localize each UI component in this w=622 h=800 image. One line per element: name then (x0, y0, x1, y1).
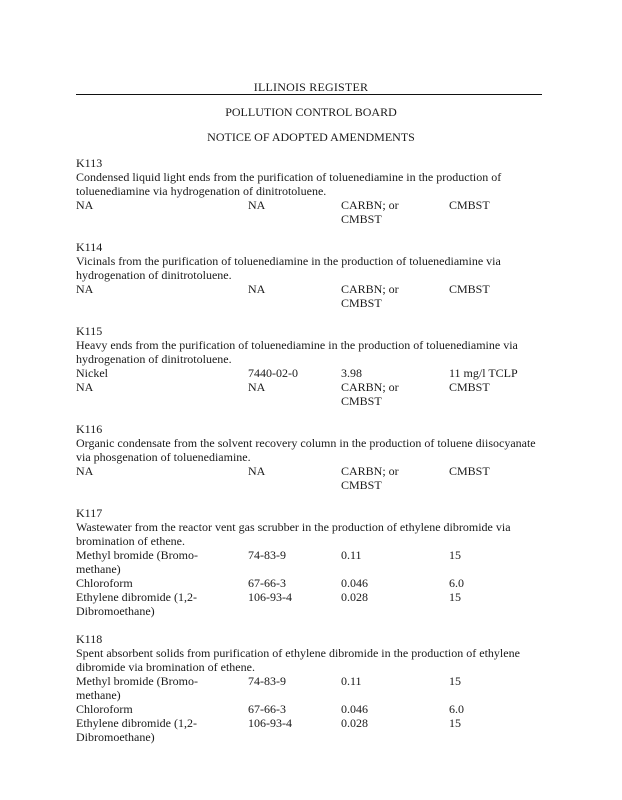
waste-code: K114 (76, 240, 103, 254)
cas-number-cell: 67-66-3 (248, 702, 286, 716)
constituent-cell (76, 478, 248, 492)
nonwastewater-standard-cell (449, 478, 546, 492)
standard-row-line (76, 688, 546, 702)
wastewater-standard-cell (341, 730, 449, 744)
nonwastewater-standard-cell (449, 688, 546, 702)
wastewater-standard-cell (341, 688, 449, 702)
board-name: POLLUTION CONTROL BOARD (225, 105, 397, 119)
waste-code: K117 (76, 506, 103, 520)
waste-code-list (76, 156, 546, 758)
cas-number-cell (248, 604, 341, 618)
waste-code: K118 (76, 632, 103, 646)
constituent-cell: Methyl bromide (Bromo- (76, 548, 198, 562)
constituent-cell: Chloroform (76, 702, 133, 716)
nonwastewater-standard-cell (449, 730, 546, 744)
wastewater-standard-cell: 0.046 (341, 702, 368, 716)
wastewater-standard-cell: CMBST (341, 212, 382, 226)
standard-row (76, 674, 546, 702)
waste-entry (76, 506, 546, 618)
cas-number-cell: 106-93-4 (248, 716, 292, 730)
notice-title: NOTICE OF ADOPTED AMENDMENTS (207, 130, 415, 144)
standard-row-line (76, 604, 546, 618)
standard-row-line (76, 716, 546, 730)
wastewater-standard-cell: 0.046 (341, 576, 368, 590)
constituent-cell: NA (76, 380, 94, 394)
wastewater-standard-cell (341, 604, 449, 618)
nonwastewater-standard-cell: CMBST (449, 282, 490, 296)
standard-row-line (76, 464, 546, 478)
waste-description: Organic condensate from the solvent recovery column in the production of toluene diisocyanate via phosgenation of toluenediamine. (76, 436, 536, 464)
wastewater-standard-cell: CMBST (341, 296, 382, 310)
standard-row-line (76, 562, 546, 576)
waste-code: K113 (76, 156, 103, 170)
nonwastewater-standard-cell: CMBST (449, 464, 490, 478)
constituent-cell: Methyl bromide (Bromo- (76, 674, 198, 688)
nonwastewater-standard-cell (449, 562, 546, 576)
standard-row (76, 716, 546, 744)
register-title: ILLINOIS REGISTER (253, 80, 369, 94)
wastewater-standard-cell: CMBST (341, 394, 382, 408)
nonwastewater-standard-cell: 15 (449, 548, 461, 562)
nonwastewater-standard-cell: 11 mg/l TCLP (449, 366, 518, 380)
nonwastewater-standard-cell (449, 212, 546, 226)
cas-number-cell: NA (248, 282, 266, 296)
constituent-cell (76, 394, 248, 408)
standard-row-line (76, 576, 546, 590)
standard-row-line (76, 212, 546, 226)
cas-number-cell (248, 478, 341, 492)
cas-number-cell (248, 394, 341, 408)
standard-row-line (76, 366, 546, 380)
cas-number-cell: 74-83-9 (248, 674, 286, 688)
constituent-cell (76, 296, 248, 310)
standard-row-line (76, 380, 546, 394)
header-rule (76, 94, 542, 95)
cas-number-cell: 7440-02-0 (248, 366, 298, 380)
constituent-cell (76, 212, 248, 226)
wastewater-standard-cell: CARBN; or (341, 282, 399, 296)
waste-entry (76, 156, 546, 226)
wastewater-standard-cell: CARBN; or (341, 464, 399, 478)
cas-number-cell (248, 688, 341, 702)
wastewater-standard-cell: 3.98 (341, 366, 362, 380)
cas-number-cell: NA (248, 464, 266, 478)
constituent-cell: Ethylene dibromide (1,2- (76, 590, 197, 604)
wastewater-standard-cell: CMBST (341, 478, 382, 492)
standard-row (76, 380, 546, 408)
standard-row-line (76, 730, 546, 744)
standard-row-line (76, 198, 546, 212)
cas-number-cell (248, 212, 341, 226)
standard-row (76, 548, 546, 576)
cas-number-cell (248, 296, 341, 310)
standard-row (76, 576, 546, 590)
constituent-cell: Dibromoethane) (76, 604, 155, 618)
standard-row-line (76, 394, 546, 408)
standard-row (76, 198, 546, 226)
waste-code: K116 (76, 422, 103, 436)
cas-number-cell (248, 730, 341, 744)
standard-row (76, 702, 546, 716)
standard-row-line (76, 478, 546, 492)
constituent-cell: methane) (76, 688, 121, 702)
nonwastewater-standard-cell: 15 (449, 590, 461, 604)
standard-row-line (76, 590, 546, 604)
constituent-cell: methane) (76, 562, 121, 576)
wastewater-standard-cell: 0.11 (341, 674, 362, 688)
cas-number-cell: NA (248, 198, 266, 212)
waste-description: Condensed liquid light ends from the purification of toluenediamine in the production of toluenediamine via hydrogenation of dinitrotoluene. (76, 170, 502, 198)
constituent-cell: Dibromoethane) (76, 730, 155, 744)
nonwastewater-standard-cell: 15 (449, 674, 461, 688)
nonwastewater-standard-cell: 6.0 (449, 702, 464, 716)
wastewater-standard-cell: 0.028 (341, 716, 368, 730)
waste-entry (76, 632, 546, 744)
waste-description: Heavy ends from the purification of toluenediamine in the production of toluenediamine via hydrogenation of dinitrotoluene. (76, 338, 518, 366)
constituent-cell: NA (76, 198, 94, 212)
waste-entry (76, 422, 546, 492)
nonwastewater-standard-cell: 15 (449, 716, 461, 730)
wastewater-standard-cell: CARBN; or (341, 380, 399, 394)
waste-description: Vicinals from the purification of toluenediamine in the production of toluenediamine via hydrogenation of dinitrotoluene. (76, 254, 501, 282)
wastewater-standard-cell: 0.11 (341, 548, 362, 562)
nonwastewater-standard-cell: CMBST (449, 198, 490, 212)
constituent-cell: NA (76, 282, 94, 296)
constituent-cell: Nickel (76, 366, 108, 380)
waste-description: Wastewater from the reactor vent gas scrubber in the production of ethylene dibromide via bromination of ethene. (76, 520, 511, 548)
standard-row (76, 464, 546, 492)
standard-row-line (76, 282, 546, 296)
nonwastewater-standard-cell (449, 296, 546, 310)
waste-code: K115 (76, 324, 103, 338)
nonwastewater-standard-cell (449, 394, 546, 408)
waste-entry (76, 324, 546, 408)
waste-entry (76, 240, 546, 310)
wastewater-standard-cell: CARBN; or (341, 198, 399, 212)
nonwastewater-standard-cell (449, 604, 546, 618)
cas-number-cell (248, 562, 341, 576)
constituent-cell: NA (76, 464, 94, 478)
standard-row-line (76, 296, 546, 310)
standard-row-line (76, 702, 546, 716)
cas-number-cell: 74-83-9 (248, 548, 286, 562)
cas-number-cell: 67-66-3 (248, 576, 286, 590)
standard-row (76, 282, 546, 310)
constituent-cell: Chloroform (76, 576, 133, 590)
cas-number-cell: 106-93-4 (248, 590, 292, 604)
waste-description: Spent absorbent solids from purification of ethylene dibromide in the production of ethylene dibromide via bromination of ethene. (76, 646, 520, 674)
standard-row-line (76, 674, 546, 688)
nonwastewater-standard-cell: 6.0 (449, 576, 464, 590)
standard-row (76, 366, 546, 380)
standard-row-line (76, 548, 546, 562)
standard-row (76, 590, 546, 618)
wastewater-standard-cell: 0.028 (341, 590, 368, 604)
cas-number-cell: NA (248, 380, 266, 394)
nonwastewater-standard-cell: CMBST (449, 380, 490, 394)
constituent-cell: Ethylene dibromide (1,2- (76, 716, 197, 730)
wastewater-standard-cell (341, 562, 449, 576)
